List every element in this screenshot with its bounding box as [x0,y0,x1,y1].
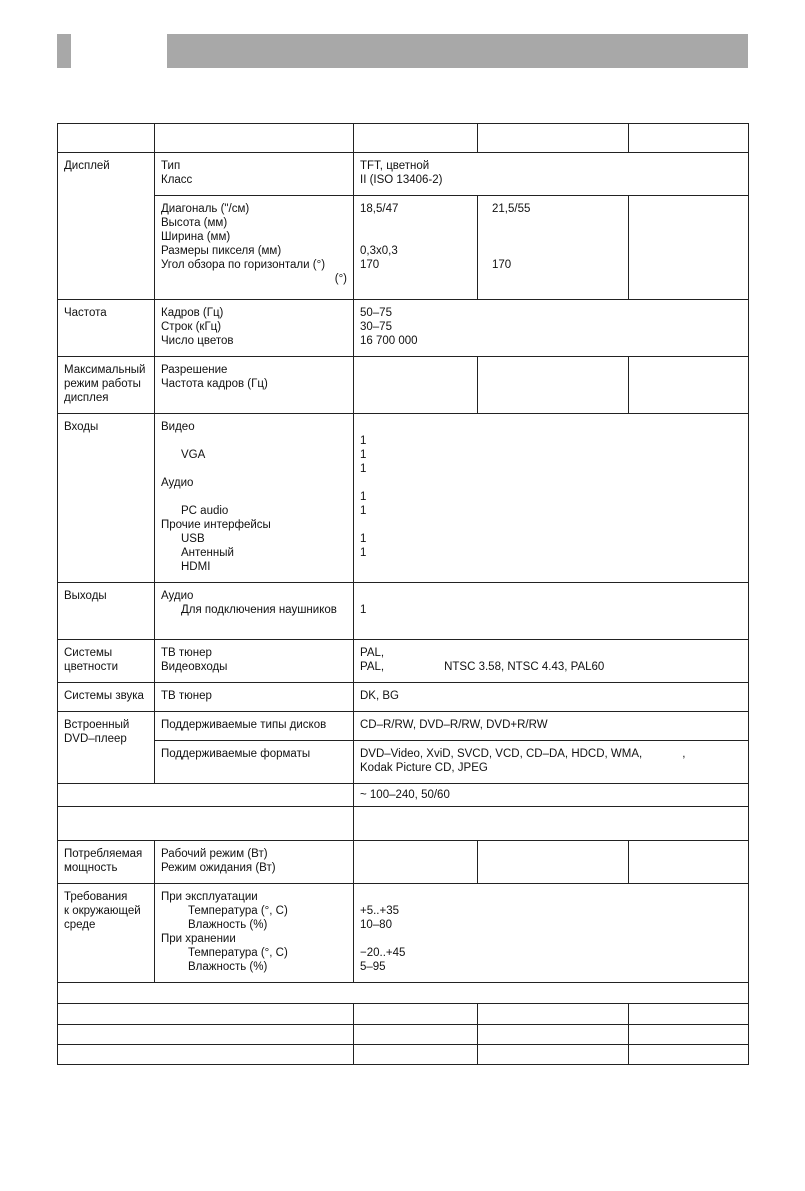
section-label-maxmode: Максимальный режим работы дисплея [58,357,155,414]
table-row [58,807,749,841]
value-cell: +5..+35 10–80 −20..+45 5–95 [354,884,749,983]
value-cell: PAL, PAL, NTSC 3.58, NTSC 4.43, PAL60 [354,640,749,683]
table-row [58,300,749,357]
param-cell: ТВ тюнер Видеовходы [155,640,354,683]
section-label-consumption: Потребляемая мощность [58,841,155,884]
param-cell: Видео VGA Аудио PC audio Прочие интерфейсы USB Антенный HDMI [155,414,354,583]
param-cell: ТВ тюнер [155,683,354,712]
table-row [58,741,749,784]
empty-cell [354,1004,478,1025]
section-label-inputs: Входы [58,414,155,583]
table-row [58,640,749,683]
empty-cell [58,1004,354,1025]
table-row [58,712,749,741]
section-label-outputs: Выходы [58,583,155,640]
header-cell [354,124,478,153]
param-cell: Кадров (Гц) Строк (кГц) Число цветов [155,300,354,357]
header-cell [155,124,354,153]
table-row [58,153,749,196]
empty-cell [629,1004,749,1025]
empty-cell [629,1045,749,1065]
table-row [58,1025,749,1045]
value-cell: DVD–Video, XviD, SVCD, VCD, CD–DA, HDCD, WMA, , Kodak Picture CD, JPEG [354,741,749,784]
empty-cell [478,1045,629,1065]
param-cell: Аудио Для подключения наушников [155,583,354,640]
table-row [58,983,749,1004]
param-cell: Поддерживаемые форматы [155,741,354,784]
section-label-environment: Требования к окружающей среде [58,884,155,983]
value-cell [478,357,629,414]
empty-cell [629,1025,749,1045]
table-row [58,357,749,414]
param-cell [58,807,354,841]
empty-cell [58,983,749,1004]
section-label-sound: Системы звука [58,683,155,712]
value-cell: 1 1 1 1 1 1 1 [354,414,749,583]
empty-cell [58,1045,354,1065]
table-row [58,784,749,807]
empty-cell [478,1004,629,1025]
value-cell [629,841,749,884]
value-cell: TFT, цветной II (ISO 13406-2) [354,153,749,196]
param-cell: Диагональ ("/см) Высота (мм) Ширина (мм) Размеры пикселя (мм) Угол обзора по горизонтали (°) (°) [155,196,354,300]
value-cell: DK, BG [354,683,749,712]
value-cell: ~ 100–240, 50/60 [354,784,749,807]
table-header-row [58,124,749,153]
header-marker [57,34,71,68]
header-bar [167,34,748,68]
empty-cell [354,1025,478,1045]
section-label-display: Дисплей [58,153,155,300]
table-row [58,683,749,712]
table-row [58,1004,749,1025]
value-cell [354,807,749,841]
header-cell [478,124,629,153]
value-cell [478,841,629,884]
table-row [58,414,749,583]
value-cell: 18,5/47 0,3x0,3 170 [354,196,478,300]
value-cell [629,357,749,414]
spec-table [57,123,749,1065]
value-cell: 21,5/55 170 [478,196,629,300]
param-cell [58,784,354,807]
table-row [58,884,749,983]
value-cell: CD–R/RW, DVD–R/RW, DVD+R/RW [354,712,749,741]
value-cell: 1 [354,583,749,640]
param-cell: При эксплуатации Температура (°, C) Влажность (%) При хранении Температура (°, C) Влажность (%) [155,884,354,983]
header-cell [58,124,155,153]
header-cell [629,124,749,153]
param-cell: Разрешение Частота кадров (Гц) [155,357,354,414]
param-cell: Рабочий режим (Вт) Режим ожидания (Вт) [155,841,354,884]
param-cell: Тип Класс [155,153,354,196]
value-cell [354,357,478,414]
section-label-color-systems: Системы цветности [58,640,155,683]
table-row [58,583,749,640]
table-row [58,1045,749,1065]
value-cell [629,196,749,300]
empty-cell [58,1025,354,1045]
table-row [58,841,749,884]
param-cell: Поддерживаемые типы дисков [155,712,354,741]
section-label-frequency: Частота [58,300,155,357]
table-row [58,196,749,300]
section-label-dvd: Встроенный DVD–плеер [58,712,155,784]
empty-cell [354,1045,478,1065]
value-cell: 50–75 30–75 16 700 000 [354,300,749,357]
empty-cell [478,1025,629,1045]
value-cell [354,841,478,884]
